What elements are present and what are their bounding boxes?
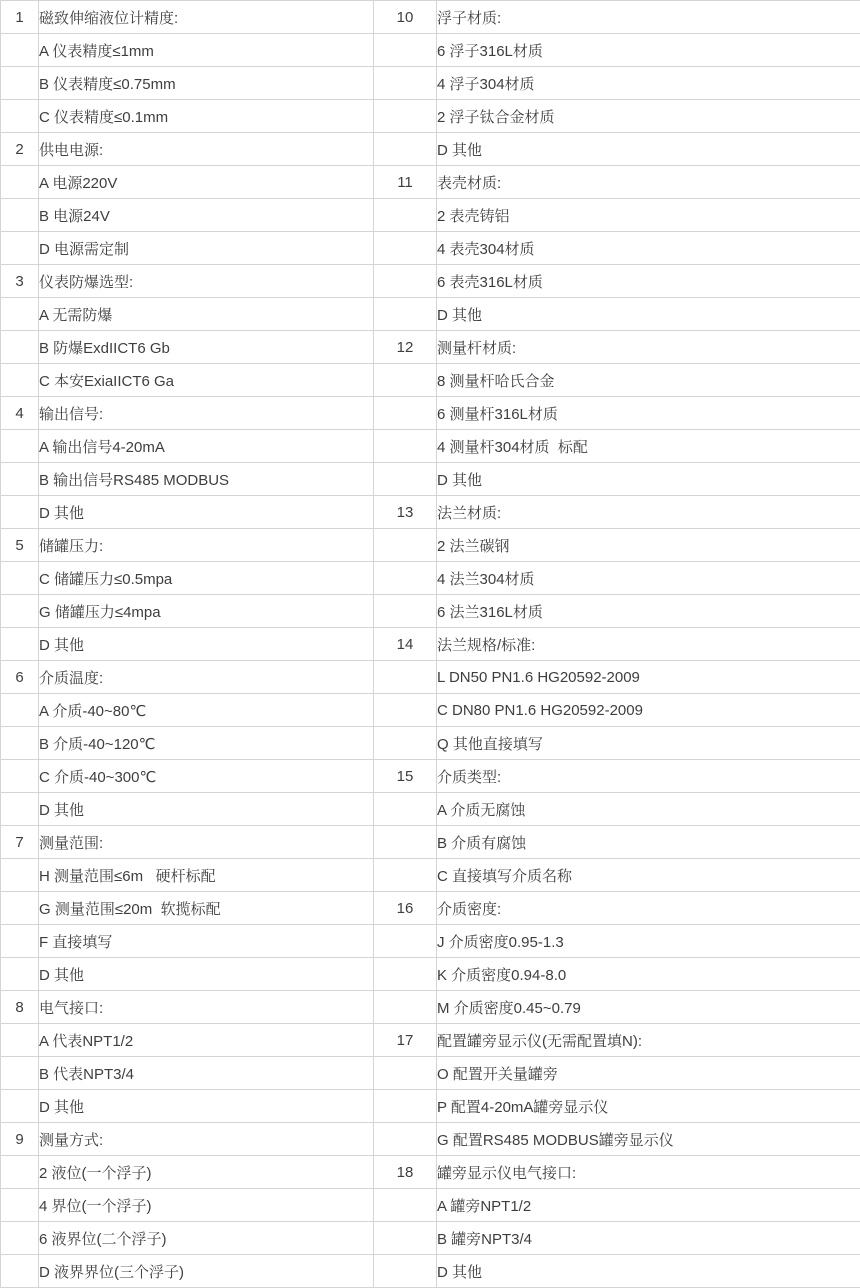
right-row-number bbox=[374, 1222, 437, 1255]
left-spec-option: D 其他 bbox=[39, 496, 374, 529]
table-row bbox=[1, 1090, 860, 1123]
right-row-number bbox=[374, 1255, 437, 1288]
table-row bbox=[1, 34, 860, 67]
left-spec-header: 供电电源: bbox=[39, 133, 374, 166]
right-row-number: 14 bbox=[374, 628, 437, 661]
right-row-number bbox=[374, 859, 437, 892]
right-row-number bbox=[374, 1090, 437, 1123]
left-spec-option: G 储罐压力≤4mpa bbox=[39, 595, 374, 628]
right-row-number bbox=[374, 826, 437, 859]
left-row-number bbox=[1, 1090, 39, 1123]
left-spec-header: 介质温度: bbox=[39, 661, 374, 694]
right-row-number bbox=[374, 991, 437, 1024]
right-spec-option: 6 表壳316L材质 bbox=[437, 265, 860, 298]
left-row-number bbox=[1, 1189, 39, 1222]
spec-table-body bbox=[1, 1, 860, 1288]
left-spec-option: H 测量范围≤6m 硬杆标配 bbox=[39, 859, 374, 892]
right-spec-option: G 配置RS485 MODBUS罐旁显示仪 bbox=[437, 1123, 860, 1156]
left-row-number bbox=[1, 694, 39, 727]
left-spec-option: A 介质-40~80℃ bbox=[39, 694, 374, 727]
right-spec-header: 介质类型: bbox=[437, 760, 860, 793]
left-spec-option: B 介质-40~120℃ bbox=[39, 727, 374, 760]
left-spec-header: 输出信号: bbox=[39, 397, 374, 430]
left-spec-option: B 电源24V bbox=[39, 199, 374, 232]
right-row-number bbox=[374, 364, 437, 397]
right-row-number: 10 bbox=[374, 1, 437, 34]
right-spec-option: L DN50 PN1.6 HG20592-2009 bbox=[437, 661, 860, 694]
right-row-number bbox=[374, 199, 437, 232]
left-row-number bbox=[1, 364, 39, 397]
left-spec-option: D 其他 bbox=[39, 628, 374, 661]
left-row-number bbox=[1, 100, 39, 133]
table-row bbox=[1, 793, 860, 826]
table-row bbox=[1, 100, 860, 133]
left-spec-option: G 测量范围≤20m 软揽标配 bbox=[39, 892, 374, 925]
right-spec-option: D 其他 bbox=[437, 463, 860, 496]
left-row-number: 6 bbox=[1, 661, 39, 694]
right-row-number bbox=[374, 925, 437, 958]
right-row-number bbox=[374, 529, 437, 562]
table-row bbox=[1, 463, 860, 496]
right-spec-header: 法兰规格/标准: bbox=[437, 628, 860, 661]
right-spec-option: M 介质密度0.45~0.79 bbox=[437, 991, 860, 1024]
right-spec-header: 表壳材质: bbox=[437, 166, 860, 199]
right-spec-option: D 其他 bbox=[437, 133, 860, 166]
right-row-number bbox=[374, 694, 437, 727]
table-row bbox=[1, 991, 860, 1024]
table-row bbox=[1, 1255, 860, 1288]
table-row bbox=[1, 1222, 860, 1255]
right-row-number: 17 bbox=[374, 1024, 437, 1057]
table-row bbox=[1, 166, 860, 199]
right-row-number bbox=[374, 958, 437, 991]
right-spec-option: 6 测量杆316L材质 bbox=[437, 397, 860, 430]
right-row-number bbox=[374, 661, 437, 694]
right-spec-option: 2 表壳铸铝 bbox=[437, 199, 860, 232]
right-row-number bbox=[374, 265, 437, 298]
right-row-number bbox=[374, 34, 437, 67]
table-row bbox=[1, 1123, 860, 1156]
table-row bbox=[1, 430, 860, 463]
table-row bbox=[1, 727, 860, 760]
left-spec-option: C 本安ExiaIICT6 Ga bbox=[39, 364, 374, 397]
table-row bbox=[1, 67, 860, 100]
left-row-number bbox=[1, 463, 39, 496]
right-spec-option: D 其他 bbox=[437, 298, 860, 331]
right-row-number: 13 bbox=[374, 496, 437, 529]
left-spec-option: B 代表NPT3/4 bbox=[39, 1057, 374, 1090]
left-row-number bbox=[1, 430, 39, 463]
left-row-number bbox=[1, 892, 39, 925]
table-row bbox=[1, 1189, 860, 1222]
right-spec-option: K 介质密度0.94-8.0 bbox=[437, 958, 860, 991]
left-row-number bbox=[1, 298, 39, 331]
table-row bbox=[1, 1, 860, 34]
right-spec-option: C 直接填写介质名称 bbox=[437, 859, 860, 892]
left-row-number: 3 bbox=[1, 265, 39, 298]
left-row-number: 8 bbox=[1, 991, 39, 1024]
table-row bbox=[1, 1057, 860, 1090]
table-row bbox=[1, 694, 860, 727]
right-spec-option: B 罐旁NPT3/4 bbox=[437, 1222, 860, 1255]
left-row-number: 4 bbox=[1, 397, 39, 430]
right-row-number bbox=[374, 298, 437, 331]
right-row-number bbox=[374, 397, 437, 430]
table-row bbox=[1, 265, 860, 298]
table-row bbox=[1, 133, 860, 166]
table-row bbox=[1, 892, 860, 925]
right-spec-header: 浮子材质: bbox=[437, 1, 860, 34]
left-spec-option: 2 液位(一个浮子) bbox=[39, 1156, 374, 1189]
table-row bbox=[1, 397, 860, 430]
right-spec-option: C DN80 PN1.6 HG20592-2009 bbox=[437, 694, 860, 727]
right-row-number bbox=[374, 100, 437, 133]
right-row-number: 15 bbox=[374, 760, 437, 793]
right-spec-option: P 配置4-20mA罐旁显示仪 bbox=[437, 1090, 860, 1123]
table-row bbox=[1, 760, 860, 793]
left-spec-option: D 其他 bbox=[39, 958, 374, 991]
left-spec-option: B 输出信号RS485 MODBUS bbox=[39, 463, 374, 496]
left-spec-option: B 仪表精度≤0.75mm bbox=[39, 67, 374, 100]
right-spec-header: 罐旁显示仪电气接口: bbox=[437, 1156, 860, 1189]
left-row-number bbox=[1, 727, 39, 760]
left-row-number: 5 bbox=[1, 529, 39, 562]
right-row-number bbox=[374, 595, 437, 628]
right-spec-option: B 介质有腐蚀 bbox=[437, 826, 860, 859]
table-row bbox=[1, 826, 860, 859]
right-row-number bbox=[374, 727, 437, 760]
table-row bbox=[1, 232, 860, 265]
right-spec-header: 配置罐旁显示仪(无需配置填N): bbox=[437, 1024, 860, 1057]
left-spec-header: 电气接口: bbox=[39, 991, 374, 1024]
table-row bbox=[1, 661, 860, 694]
table-row bbox=[1, 628, 860, 661]
right-spec-header: 测量杆材质: bbox=[437, 331, 860, 364]
left-spec-option: C 仪表精度≤0.1mm bbox=[39, 100, 374, 133]
right-spec-option: 6 浮子316L材质 bbox=[437, 34, 860, 67]
left-spec-option: A 代表NPT1/2 bbox=[39, 1024, 374, 1057]
right-row-number bbox=[374, 562, 437, 595]
right-spec-option: 8 测量杆哈氏合金 bbox=[437, 364, 860, 397]
left-row-number bbox=[1, 859, 39, 892]
left-row-number bbox=[1, 1156, 39, 1189]
right-spec-option: Q 其他直接填写 bbox=[437, 727, 860, 760]
table-row bbox=[1, 1156, 860, 1189]
left-spec-option: A 仪表精度≤1mm bbox=[39, 34, 374, 67]
left-row-number: 1 bbox=[1, 1, 39, 34]
right-spec-option: 2 法兰碳钢 bbox=[437, 529, 860, 562]
right-spec-option: A 罐旁NPT1/2 bbox=[437, 1189, 860, 1222]
table-row bbox=[1, 925, 860, 958]
left-spec-option: F 直接填写 bbox=[39, 925, 374, 958]
left-spec-header: 测量方式: bbox=[39, 1123, 374, 1156]
right-row-number bbox=[374, 232, 437, 265]
right-spec-option: J 介质密度0.95-1.3 bbox=[437, 925, 860, 958]
right-spec-header: 法兰材质: bbox=[437, 496, 860, 529]
left-row-number bbox=[1, 958, 39, 991]
left-spec-option: A 无需防爆 bbox=[39, 298, 374, 331]
right-row-number: 16 bbox=[374, 892, 437, 925]
right-spec-option: 4 法兰304材质 bbox=[437, 562, 860, 595]
right-row-number bbox=[374, 133, 437, 166]
table-row bbox=[1, 529, 860, 562]
right-spec-option: 2 浮子钛合金材质 bbox=[437, 100, 860, 133]
left-spec-option: D 电源需定制 bbox=[39, 232, 374, 265]
right-spec-option: O 配置开关量罐旁 bbox=[437, 1057, 860, 1090]
left-row-number bbox=[1, 760, 39, 793]
right-row-number bbox=[374, 1057, 437, 1090]
right-row-number: 11 bbox=[374, 166, 437, 199]
table-row bbox=[1, 859, 860, 892]
right-row-number bbox=[374, 793, 437, 826]
table-row bbox=[1, 1024, 860, 1057]
left-spec-option: D 其他 bbox=[39, 793, 374, 826]
left-row-number: 2 bbox=[1, 133, 39, 166]
table-row bbox=[1, 562, 860, 595]
right-row-number bbox=[374, 1189, 437, 1222]
right-row-number: 18 bbox=[374, 1156, 437, 1189]
left-row-number bbox=[1, 1057, 39, 1090]
left-spec-header: 储罐压力: bbox=[39, 529, 374, 562]
left-row-number bbox=[1, 232, 39, 265]
left-spec-option: D 其他 bbox=[39, 1090, 374, 1123]
left-spec-option: B 防爆ExdIICT6 Gb bbox=[39, 331, 374, 364]
left-row-number bbox=[1, 1255, 39, 1288]
table-row bbox=[1, 298, 860, 331]
table-row bbox=[1, 958, 860, 991]
left-row-number bbox=[1, 496, 39, 529]
left-spec-option: A 电源220V bbox=[39, 166, 374, 199]
left-row-number bbox=[1, 199, 39, 232]
left-row-number: 9 bbox=[1, 1123, 39, 1156]
table-row bbox=[1, 199, 860, 232]
right-spec-option: 4 表壳304材质 bbox=[437, 232, 860, 265]
right-spec-option: 4 浮子304材质 bbox=[437, 67, 860, 100]
left-row-number bbox=[1, 331, 39, 364]
left-row-number bbox=[1, 1024, 39, 1057]
left-spec-header: 磁致伸缩液位计精度: bbox=[39, 1, 374, 34]
right-row-number bbox=[374, 1123, 437, 1156]
left-row-number: 7 bbox=[1, 826, 39, 859]
table-row bbox=[1, 331, 860, 364]
right-spec-option: 6 法兰316L材质 bbox=[437, 595, 860, 628]
left-spec-option: C 储罐压力≤0.5mpa bbox=[39, 562, 374, 595]
right-spec-option: D 其他 bbox=[437, 1255, 860, 1288]
right-row-number bbox=[374, 67, 437, 100]
right-row-number bbox=[374, 430, 437, 463]
left-spec-header: 测量范围: bbox=[39, 826, 374, 859]
left-row-number bbox=[1, 67, 39, 100]
left-spec-option: C 介质-40~300℃ bbox=[39, 760, 374, 793]
left-spec-option: D 液界界位(三个浮子) bbox=[39, 1255, 374, 1288]
right-row-number bbox=[374, 463, 437, 496]
left-spec-option: 6 液界位(二个浮子) bbox=[39, 1222, 374, 1255]
right-spec-option: A 介质无腐蚀 bbox=[437, 793, 860, 826]
left-row-number bbox=[1, 562, 39, 595]
right-row-number: 12 bbox=[374, 331, 437, 364]
right-spec-option: 4 测量杆304材质 标配 bbox=[437, 430, 860, 463]
left-row-number bbox=[1, 34, 39, 67]
left-row-number bbox=[1, 595, 39, 628]
table-row bbox=[1, 364, 860, 397]
left-row-number bbox=[1, 793, 39, 826]
left-spec-option: A 输出信号4-20mA bbox=[39, 430, 374, 463]
left-row-number bbox=[1, 925, 39, 958]
left-row-number bbox=[1, 1222, 39, 1255]
left-row-number bbox=[1, 166, 39, 199]
left-spec-option: 4 界位(一个浮子) bbox=[39, 1189, 374, 1222]
left-row-number bbox=[1, 628, 39, 661]
right-spec-header: 介质密度: bbox=[437, 892, 860, 925]
left-spec-header: 仪表防爆选型: bbox=[39, 265, 374, 298]
table-row bbox=[1, 595, 860, 628]
table-row bbox=[1, 496, 860, 529]
